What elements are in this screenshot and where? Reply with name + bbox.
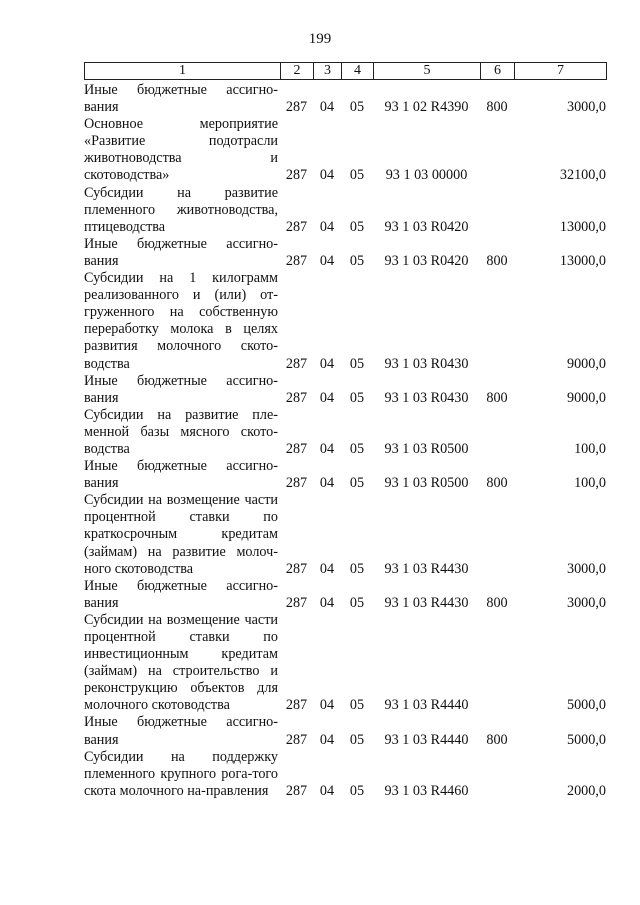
table-row <box>84 116 607 184</box>
row-section: 04 <box>319 355 335 372</box>
row-code: 287 <box>285 218 308 235</box>
header-col-3: 3 <box>314 63 342 79</box>
row-subsection: 05 <box>349 560 365 577</box>
header-col-6: 6 <box>481 63 515 79</box>
row-expense-type: 800 <box>486 475 508 492</box>
row-subsection: 05 <box>349 440 365 457</box>
row-code: 287 <box>285 475 308 492</box>
row-subsection: 05 <box>349 252 365 269</box>
row-amount: 3000,0 <box>566 99 606 116</box>
row-section: 04 <box>319 731 335 748</box>
row-article: 93 1 03 R4440 <box>384 731 469 748</box>
row-name: Субсидии на 1 килограмм реализованного и (или) от-груженного на собственную переработку молока в целях развития молочного ското-водства <box>84 270 278 372</box>
row-amount: 9000,0 <box>566 355 606 372</box>
row-article: 93 1 03 00000 <box>385 167 468 184</box>
row-amount: 3000,0 <box>566 594 606 611</box>
row-section: 04 <box>319 440 335 457</box>
row-expense-type: 800 <box>486 731 508 748</box>
row-subsection: 05 <box>349 167 365 184</box>
row-name: Иные бюджетные ассигно-вания <box>84 714 278 748</box>
row-name: Иные бюджетные ассигно-вания <box>84 372 278 406</box>
row-amount: 2000,0 <box>566 782 606 799</box>
row-section: 04 <box>319 218 335 235</box>
row-article: 93 1 03 R0500 <box>384 440 469 457</box>
row-amount: 100,0 <box>574 475 606 492</box>
row-article: 93 1 03 R0420 <box>384 218 469 235</box>
row-subsection: 05 <box>349 99 365 116</box>
table-row <box>84 236 607 270</box>
row-article: 93 1 03 R0430 <box>384 389 469 406</box>
row-article: 93 1 03 R0500 <box>384 475 469 492</box>
header-col-2: 2 <box>281 63 314 79</box>
row-code: 287 <box>285 389 308 406</box>
row-article: 93 1 03 R4430 <box>384 594 469 611</box>
row-amount: 13000,0 <box>559 252 606 269</box>
row-code: 287 <box>285 252 308 269</box>
row-article: 93 1 03 R0430 <box>384 355 469 372</box>
row-name: Субсидии на возмещение части процентной ставки по инвестиционным кредитам (займам) на строительство и реконструкцию объектов для молочного скотоводства <box>84 611 278 714</box>
row-amount: 5000,0 <box>566 731 606 748</box>
row-code: 287 <box>285 594 308 611</box>
row-name: Иные бюджетные ассигно-вания <box>84 458 278 492</box>
row-code: 287 <box>285 697 308 714</box>
row-name: Основное мероприятие «Развитие подотрасли животноводства и скотоводства» <box>84 116 278 184</box>
row-section: 04 <box>319 697 335 714</box>
header-col-7: 7 <box>557 63 564 78</box>
row-subsection: 05 <box>349 389 365 406</box>
row-name: Субсидии на развитие племенного животноводства, птицеводства <box>84 184 278 235</box>
table-row <box>84 612 607 715</box>
row-amount: 13000,0 <box>559 218 606 235</box>
page-number: 199 <box>308 31 332 47</box>
row-code: 287 <box>285 99 308 116</box>
row-name: Субсидии на возмещение части процентной ставки по краткосрочным кредитам (займам) на развитие молоч-ного скотоводства <box>84 492 278 577</box>
table-header <box>84 62 607 80</box>
row-subsection: 05 <box>349 355 365 372</box>
row-section: 04 <box>319 252 335 269</box>
row-section: 04 <box>319 782 335 799</box>
row-name: Субсидии на развитие пле-менной базы мясного ското-водства <box>84 406 278 457</box>
row-expense-type: 800 <box>486 389 508 406</box>
header-col-1: 1 <box>85 63 281 79</box>
table-row <box>84 492 607 577</box>
row-article: 93 1 03 R4440 <box>384 697 469 714</box>
row-name: Иные бюджетные ассигно-вания <box>84 82 278 116</box>
row-subsection: 05 <box>349 218 365 235</box>
table-row <box>84 82 607 116</box>
row-article: 93 1 03 R4460 <box>384 782 469 799</box>
table-row <box>84 407 607 458</box>
row-section: 04 <box>319 594 335 611</box>
row-section: 04 <box>319 475 335 492</box>
row-section: 04 <box>319 99 335 116</box>
row-amount: 5000,0 <box>566 697 606 714</box>
row-amount: 9000,0 <box>566 389 606 406</box>
row-code: 287 <box>285 782 308 799</box>
table-row <box>84 714 607 748</box>
table-row <box>84 270 607 373</box>
row-code: 287 <box>285 731 308 748</box>
row-expense-type: 800 <box>486 99 508 116</box>
table-row <box>84 749 607 800</box>
table-row <box>84 458 607 492</box>
table-row <box>84 578 607 612</box>
row-name: Субсидии на поддержку племенного крупного рога-того скота молочного на-правления <box>84 748 278 799</box>
header-col-5: 5 <box>374 63 481 79</box>
table-row <box>84 185 607 236</box>
row-code: 287 <box>285 167 308 184</box>
row-code: 287 <box>285 355 308 372</box>
table-row <box>84 373 607 407</box>
row-expense-type: 800 <box>486 594 508 611</box>
row-article: 93 1 02 R4390 <box>384 99 469 116</box>
row-subsection: 05 <box>349 594 365 611</box>
row-code: 287 <box>285 440 308 457</box>
row-expense-type: 800 <box>486 252 508 269</box>
row-subsection: 05 <box>349 731 365 748</box>
row-amount: 100,0 <box>574 440 606 457</box>
row-subsection: 05 <box>349 697 365 714</box>
row-name: Иные бюджетные ассигно-вания <box>84 577 278 611</box>
budget-table-body <box>84 82 607 800</box>
header-col-4: 4 <box>342 63 374 79</box>
row-amount: 32100,0 <box>559 167 606 184</box>
row-name: Иные бюджетные ассигно-вания <box>84 235 278 269</box>
row-subsection: 05 <box>349 782 365 799</box>
row-section: 04 <box>319 560 335 577</box>
row-article: 93 1 03 R4430 <box>384 560 469 577</box>
row-amount: 3000,0 <box>566 560 606 577</box>
row-article: 93 1 03 R0420 <box>384 252 469 269</box>
row-section: 04 <box>319 167 335 184</box>
row-subsection: 05 <box>349 475 365 492</box>
row-section: 04 <box>319 389 335 406</box>
row-code: 287 <box>285 560 308 577</box>
